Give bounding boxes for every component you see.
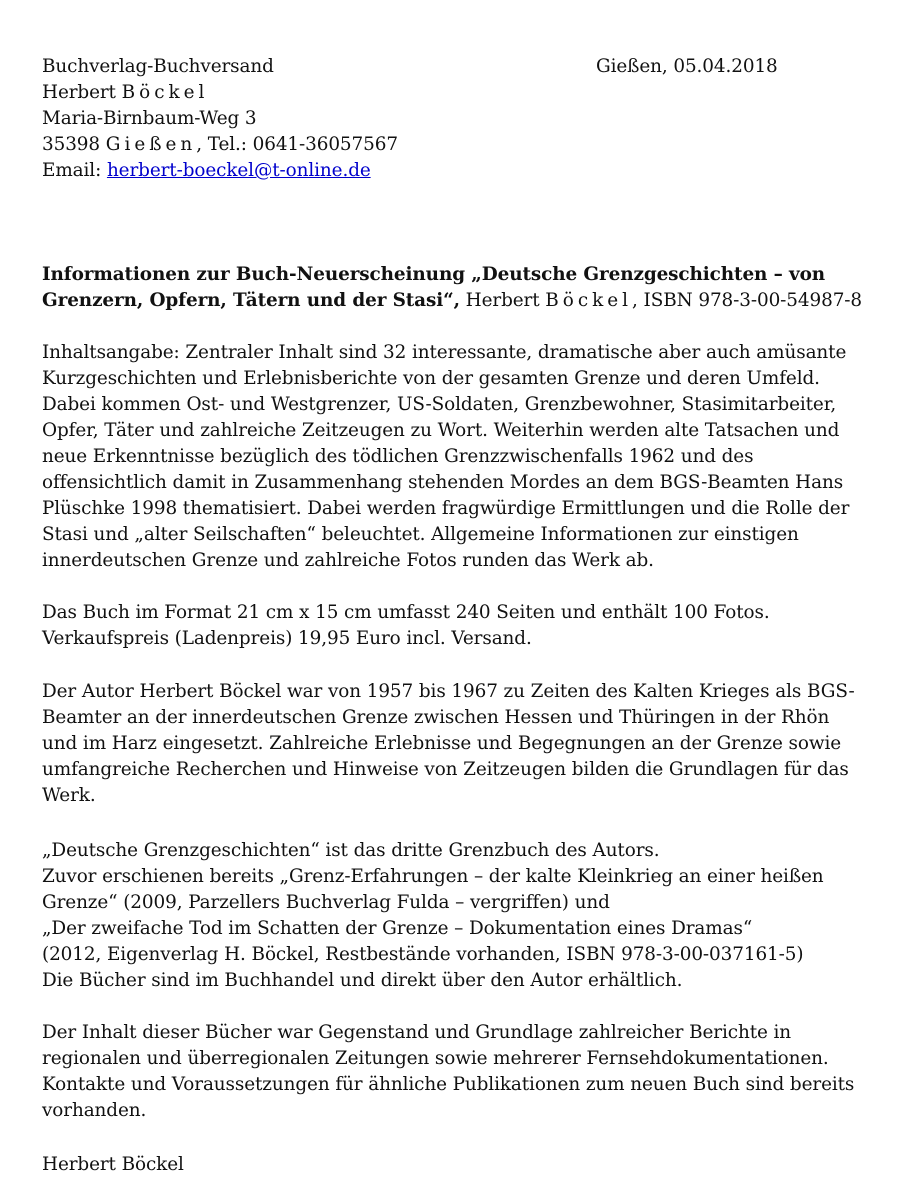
paragraph-line: neue Erkenntnisse bezüglich des tödlichen Grenzzwischenfalls 1962 und des bbox=[42, 446, 754, 467]
sender-zip: 35398 bbox=[42, 134, 101, 155]
sender-first-name: Herbert bbox=[42, 82, 116, 103]
sender-name bbox=[42, 80, 208, 106]
paragraph-line: Grenze“ (2009, Parzellers Buchverlag Fulda – vergriffen) und bbox=[42, 892, 610, 913]
sender-last-name: Böckel bbox=[121, 82, 209, 103]
paragraph-line: Beamter an der innerdeutschen Grenze zwischen Hessen und Thüringen in der Rhön bbox=[42, 707, 830, 728]
paragraph-line: Die Bücher sind im Buchhandel und direkt über den Autor erhältlich. bbox=[42, 970, 683, 991]
sender-email-line bbox=[42, 158, 371, 184]
paragraph-line: Dabei kommen Ost- und Westgrenzer, US-Soldaten, Grenzbewohner, Stasimitarbeiter, bbox=[42, 394, 837, 415]
paragraph-line: innerdeutschen Grenze und zahlreiche Fotos runden das Werk ab. bbox=[42, 550, 654, 571]
paragraph-line: Stasi und „alter Seilschaften“ beleuchtet. Allgemeine Informationen zur einstigen bbox=[42, 524, 799, 545]
paragraph-line: Opfer, Täter und zahlreiche Zeitzeugen zu Wort. Weiterhin werden alte Tatsachen und bbox=[42, 420, 840, 441]
title-author-first: Herbert bbox=[459, 290, 546, 311]
paragraph-line: vorhanden. bbox=[42, 1100, 147, 1121]
sender-street: Maria-Birnbaum-Weg 3 bbox=[42, 108, 257, 129]
paragraph-line: Der Inhalt dieser Bücher war Gegenstand und Grundlage zahlreicher Berichte in bbox=[42, 1022, 792, 1043]
paragraph-line: Der Autor Herbert Böckel war von 1957 bis 1967 zu Zeiten des Kalten Krieges als BGS- bbox=[42, 681, 855, 702]
paragraph-line: regionalen und überregionalen Zeitungen sowie mehrerer Fernsehdokumentationen. bbox=[42, 1048, 829, 1069]
paragraph-line: umfangreiche Recherchen und Hinweise von Zeitzeugen bilden die Grundlagen für das bbox=[42, 759, 849, 780]
title-line-2 bbox=[42, 288, 862, 314]
paragraph-line: Werk. bbox=[42, 785, 96, 806]
paragraph-line: „Der zweifache Tod im Schatten der Grenze – Dokumentation eines Dramas“ bbox=[42, 918, 753, 939]
paragraph-line: (2012, Eigenverlag H. Böckel, Restbestände vorhanden, ISBN 978-3-00-037161-5) bbox=[42, 944, 804, 965]
paragraph-line: „Deutsche Grenzgeschichten“ ist das dritte Grenzbuch des Autors. bbox=[42, 840, 660, 861]
paragraph-line: Plüschke 1998 thematisiert. Dabei werden fragwürdige Ermittlungen und die Rolle der bbox=[42, 498, 850, 519]
title-author-last: Böckel bbox=[545, 290, 633, 311]
paragraph-line: Inhaltsangabe: Zentraler Inhalt sind 32 interessante, dramatische aber auch amüsante bbox=[42, 342, 847, 363]
title-isbn: , ISBN 978-3-00-54987-8 bbox=[632, 290, 863, 311]
paragraph-line: und im Harz eingesetzt. Zahlreiche Erlebnisse und Begegnungen an der Grenze sowie bbox=[42, 733, 842, 754]
paragraph-line: Das Buch im Format 21 cm x 15 cm umfasst 240 Seiten und enthält 100 Fotos. bbox=[42, 602, 770, 623]
paragraph-line: Zuvor erschienen bereits „Grenz-Erfahrungen – der kalte Kleinkrieg an einer heißen bbox=[42, 866, 824, 887]
paragraph-line: offensichtlich damit in Zusammenhang stehenden Mordes an dem BGS-Beamten Hans bbox=[42, 472, 844, 493]
publisher-line: Buchverlag-Buchversand bbox=[42, 56, 274, 77]
signature: Herbert Böckel bbox=[42, 1154, 184, 1175]
email-label: Email: bbox=[42, 160, 107, 181]
paragraph-line: Kurzgeschichten und Erlebnisberichte von der gesamten Grenze und deren Umfeld. bbox=[42, 368, 820, 389]
sender-city: Gießen bbox=[105, 134, 197, 155]
paragraph-line: Kontakte und Voraussetzungen für ähnliche Publikationen zum neuen Buch sind bereits bbox=[42, 1074, 855, 1095]
sender-phone: , Tel.: 0641-36057567 bbox=[196, 134, 398, 155]
title-line-1: Informationen zur Buch-Neuerscheinung „Deutsche Grenzgeschichten – von bbox=[42, 264, 826, 285]
sender-city-phone bbox=[42, 132, 398, 158]
email-link[interactable]: herbert-boeckel@t-online.de bbox=[106, 160, 371, 181]
place-date: Gießen, 05.04.2018 bbox=[596, 56, 778, 77]
paragraph-line: Verkaufspreis (Ladenpreis) 19,95 Euro incl. Versand. bbox=[42, 628, 532, 649]
title-line-2-bold: Grenzern, Opfern, Tätern und der Stasi“, bbox=[42, 290, 460, 311]
